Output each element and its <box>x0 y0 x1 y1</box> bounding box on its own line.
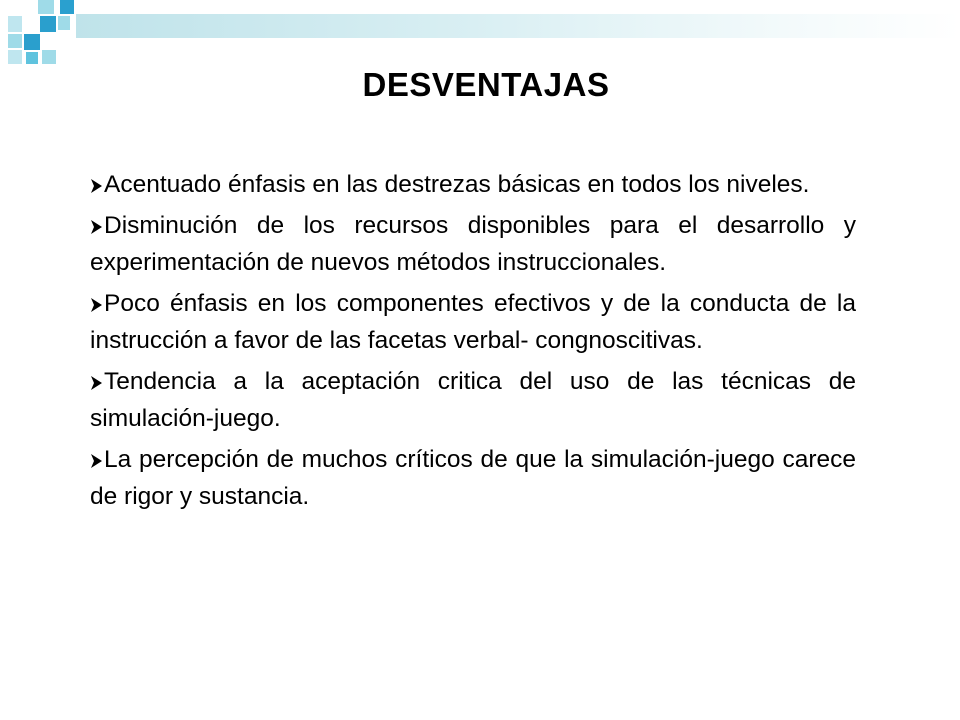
decorative-square <box>60 0 74 14</box>
decorative-square <box>42 50 56 64</box>
decorative-square <box>40 16 56 32</box>
arrowhead-bullet-icon <box>90 207 104 244</box>
arrowhead-bullet-icon <box>90 441 104 478</box>
bullet-list <box>90 166 856 519</box>
decorative-square <box>8 16 22 32</box>
bullet-text: Poco énfasis en los componentes efectivos y de la conducta de la instrucción a favor de las facetas verbal- congnoscitivas. <box>90 290 856 354</box>
decorative-square <box>24 34 40 50</box>
bullet-item <box>90 441 856 515</box>
decorative-square <box>58 16 70 30</box>
bullet-text: La percepción de muchos críticos de que la simulación-juego carece de rigor y sustancia. <box>90 446 856 510</box>
decorative-square <box>8 34 22 48</box>
bullet-item <box>90 285 856 359</box>
slide-title: DESVENTAJAS <box>362 66 610 103</box>
bullet-item <box>90 207 856 281</box>
decorative-square <box>26 52 38 64</box>
arrowhead-bullet-icon <box>90 285 104 322</box>
arrowhead-bullet-icon <box>90 166 104 203</box>
header-gradient-bar <box>76 14 960 38</box>
arrowhead-bullet-icon <box>90 363 104 400</box>
bullet-text: Acentuado énfasis en las destrezas básicas en todos los niveles. <box>104 171 810 198</box>
bullet-text: Disminución de los recursos disponibles para el desarrollo y experimentación de nuevos métodos instruccionales. <box>90 212 856 276</box>
decorative-square <box>38 0 54 14</box>
bullet-item <box>90 363 856 437</box>
bullet-item <box>90 166 856 203</box>
decorative-square <box>8 50 22 64</box>
bullet-text: Tendencia a la aceptación critica del uso de las técnicas de simulación-juego. <box>90 368 856 432</box>
